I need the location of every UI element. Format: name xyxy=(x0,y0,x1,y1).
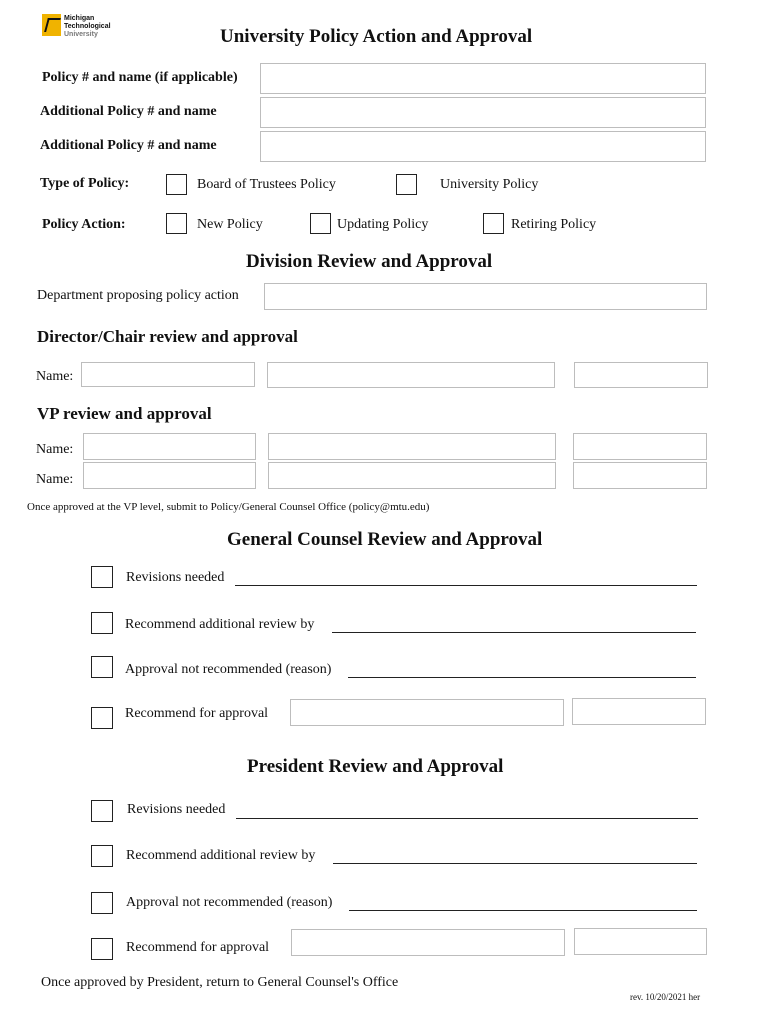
board-of-trustees-checkbox[interactable] xyxy=(166,174,187,195)
policy-name-field[interactable] xyxy=(260,63,706,94)
president-recommend-approval-checkbox[interactable] xyxy=(91,938,113,960)
president-revisions-label: Revisions needed xyxy=(127,802,226,817)
gc-revisions-checkbox[interactable] xyxy=(91,566,113,588)
university-logo-icon xyxy=(42,14,61,36)
department-label: Department proposing policy action xyxy=(37,288,239,303)
retiring-policy-label: Retiring Policy xyxy=(511,217,597,232)
logo-text-line2: Technological xyxy=(64,23,111,30)
logo-text-line3: University xyxy=(64,31,98,38)
director-signature-field[interactable] xyxy=(267,362,555,388)
additional-policy-field-2[interactable] xyxy=(260,131,706,162)
vp-date-field-2[interactable] xyxy=(573,462,707,489)
gc-recommend-approval-label: Recommend for approval xyxy=(125,706,269,721)
gc-additional-review-label: Recommend additional review by xyxy=(125,617,315,632)
president-additional-review-line[interactable] xyxy=(333,863,697,864)
vp-date-field-1[interactable] xyxy=(573,433,707,460)
president-not-recommended-checkbox[interactable] xyxy=(91,892,113,914)
gc-approval-signature-field[interactable] xyxy=(290,699,564,726)
president-return-note: Once approved by President, return to General Counsel's Office xyxy=(41,975,399,990)
gc-revisions-label: Revisions needed xyxy=(126,570,225,585)
vp-name-field-1[interactable] xyxy=(83,433,256,460)
department-field[interactable] xyxy=(264,283,707,310)
logo-text-line1: Michigan xyxy=(64,15,95,22)
type-of-policy-label: Type of Policy: xyxy=(40,176,130,191)
president-not-recommended-label: Approval not recommended (reason) xyxy=(126,895,333,910)
division-section-title: Division Review and Approval xyxy=(246,251,493,272)
gc-additional-review-line[interactable] xyxy=(332,632,696,633)
retiring-policy-checkbox[interactable] xyxy=(483,213,504,234)
president-recommend-approval-label: Recommend for approval xyxy=(126,940,270,955)
president-additional-review-checkbox[interactable] xyxy=(91,845,113,867)
vp-name-label-2: Name: xyxy=(36,472,74,487)
general-counsel-section-title: General Counsel Review and Approval xyxy=(227,529,543,550)
university-policy-label: University Policy xyxy=(440,177,539,192)
gc-revisions-line[interactable] xyxy=(235,585,697,586)
gc-recommend-approval-checkbox[interactable] xyxy=(91,707,113,729)
board-of-trustees-label: Board of Trustees Policy xyxy=(197,177,336,192)
vp-section-title: VP review and approval xyxy=(37,404,212,423)
director-section-title: Director/Chair review and approval xyxy=(37,327,298,346)
updating-policy-label: Updating Policy xyxy=(337,217,429,232)
president-approval-signature-field[interactable] xyxy=(291,929,565,956)
additional-policy-label-2: Additional Policy # and name xyxy=(40,138,217,153)
university-policy-checkbox[interactable] xyxy=(396,174,417,195)
gc-not-recommended-label: Approval not recommended (reason) xyxy=(125,662,332,677)
updating-policy-checkbox[interactable] xyxy=(310,213,331,234)
president-revisions-checkbox[interactable] xyxy=(91,800,113,822)
gc-not-recommended-line[interactable] xyxy=(348,677,696,678)
president-section-title: President Review and Approval xyxy=(247,756,504,777)
gc-additional-review-checkbox[interactable] xyxy=(91,612,113,634)
vp-name-label-1: Name: xyxy=(36,442,74,457)
new-policy-checkbox[interactable] xyxy=(166,213,187,234)
director-name-field[interactable] xyxy=(81,362,255,387)
page-title: University Policy Action and Approval xyxy=(220,26,533,47)
new-policy-label: New Policy xyxy=(197,217,263,232)
vp-submit-note: Once approved at the VP level, submit to Policy/General Counsel Office (policy@mtu.edu) xyxy=(27,501,430,513)
president-revisions-line[interactable] xyxy=(236,818,698,819)
gc-not-recommended-checkbox[interactable] xyxy=(91,656,113,678)
gc-approval-date-field[interactable] xyxy=(572,698,706,725)
president-not-recommended-line[interactable] xyxy=(349,910,697,911)
director-name-label: Name: xyxy=(36,369,74,384)
vp-signature-field-1[interactable] xyxy=(268,433,556,460)
additional-policy-field-1[interactable] xyxy=(260,97,706,128)
president-approval-date-field[interactable] xyxy=(574,928,707,955)
policy-action-label: Policy Action: xyxy=(42,217,126,232)
revision-date: rev. 10/20/2021 her xyxy=(630,992,701,1002)
additional-policy-label-1: Additional Policy # and name xyxy=(40,104,217,119)
vp-name-field-2[interactable] xyxy=(83,462,256,489)
policy-name-label: Policy # and name (if applicable) xyxy=(42,70,238,85)
president-additional-review-label: Recommend additional review by xyxy=(126,848,316,863)
director-date-field[interactable] xyxy=(574,362,708,388)
vp-signature-field-2[interactable] xyxy=(268,462,556,489)
